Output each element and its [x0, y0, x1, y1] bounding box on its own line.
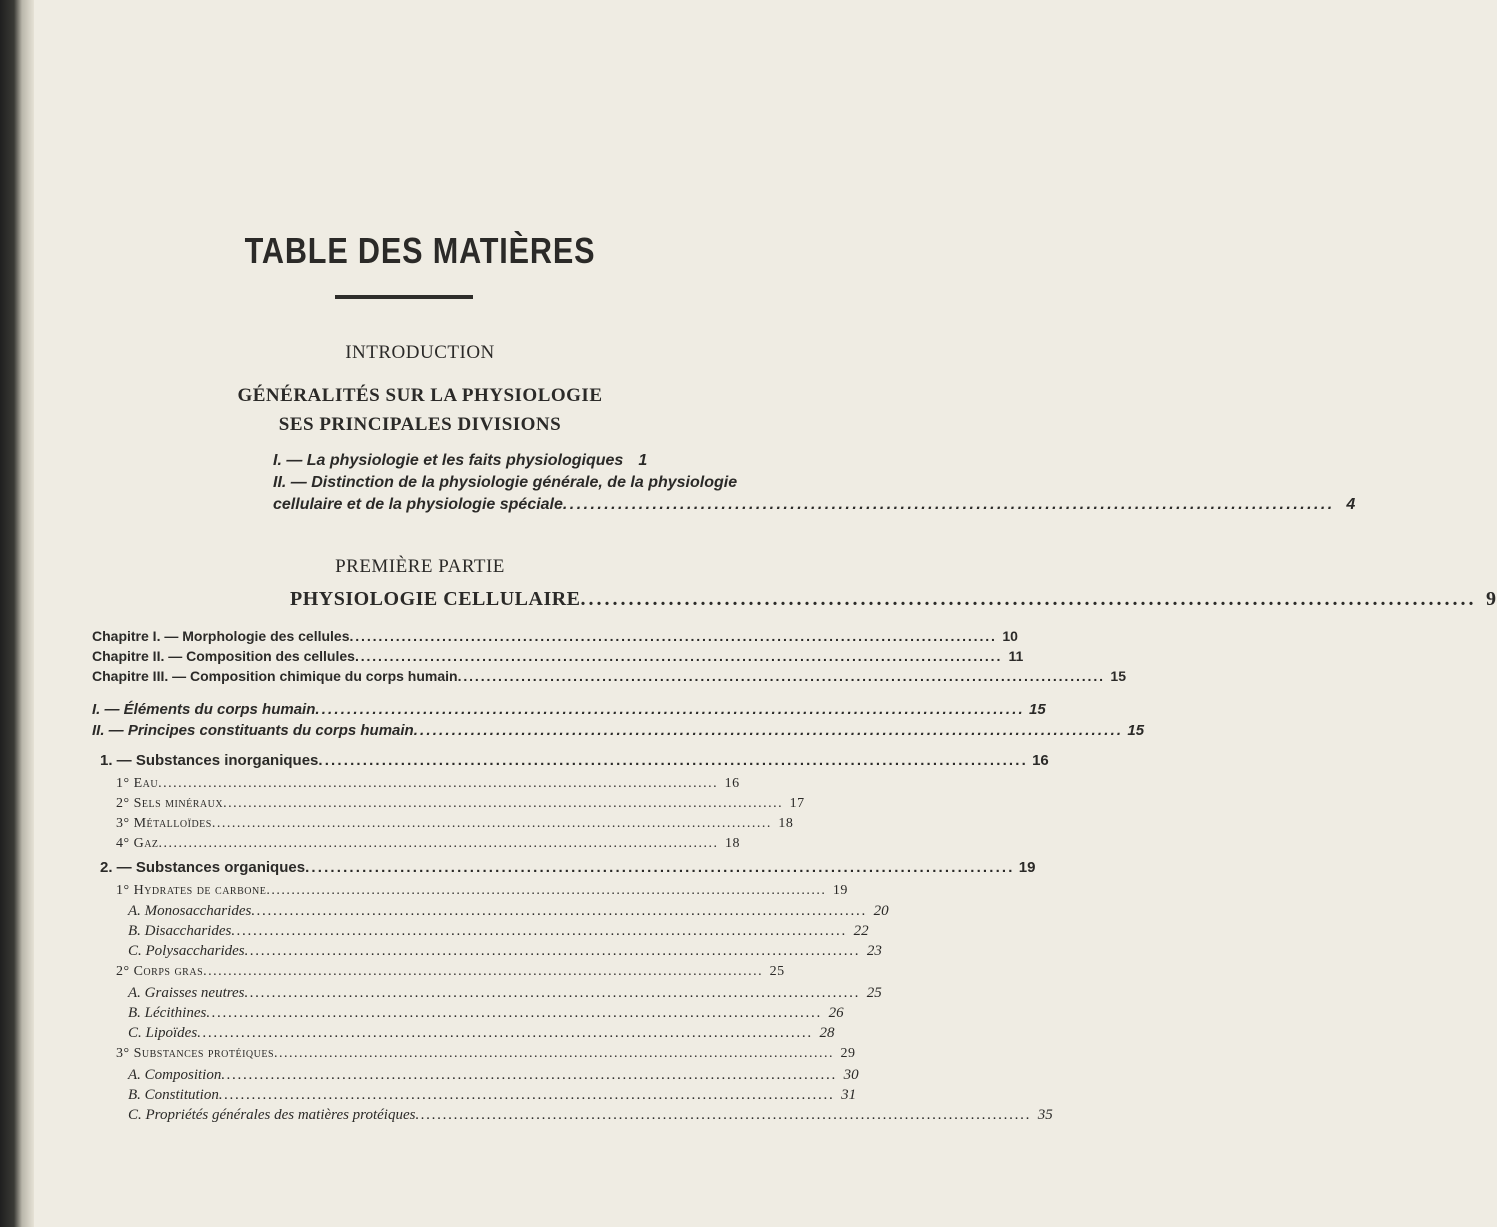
chapter-entry: [92, 668, 1126, 684]
item-label: A. Monosaccharides: [128, 903, 252, 919]
item-page: 29: [840, 1046, 856, 1061]
chapter-label: Chapitre I. — Morphologie des cellules: [92, 628, 350, 644]
part-title-row: [290, 588, 1497, 611]
toc-item: [116, 796, 805, 812]
item-page: 23: [866, 943, 882, 959]
item-page: 19: [1018, 859, 1036, 876]
item-page: 28: [819, 1025, 835, 1041]
page: [40, 0, 1497, 1227]
item-label: C. Lipoïdes: [128, 1025, 198, 1041]
toc-entry-label: I. — La physiologie et les faits physiologiques: [273, 452, 624, 469]
item-label: C. Polysaccharides: [128, 943, 245, 959]
chapter-label: Chapitre III. — Composition chimique du corps humain: [92, 668, 458, 684]
item-label: 3° Substances protéiques: [116, 1046, 275, 1061]
book-spine-shadow: [0, 0, 34, 1227]
item-label: B. Constitution: [128, 1087, 219, 1103]
chapter-entry: [92, 628, 1018, 644]
item-page: 35: [1037, 1107, 1053, 1123]
toc-entry-label: cellulaire et de la physiologie spéciale: [273, 496, 563, 513]
item-label: A. Composition: [128, 1067, 222, 1083]
section-heading-line2: SES PRINCIPALES DIVISIONS: [278, 414, 562, 435]
toc-item: [116, 883, 848, 899]
toc-entry-page: 1: [638, 452, 648, 469]
introduction-heading: INTRODUCTION: [345, 342, 495, 363]
toc-item: [116, 816, 794, 832]
toc-item: [128, 1087, 857, 1104]
chapter-entry: [92, 648, 1024, 664]
item-label: 1. — Substances inorganiques: [100, 752, 319, 769]
item-page: 16: [1032, 752, 1049, 769]
toc-item: [116, 776, 740, 792]
toc-item: [116, 964, 785, 980]
item-page: 30: [843, 1067, 859, 1083]
item-page: 25: [769, 964, 785, 979]
item-label: C. Propriétés générales des matières protéiques: [128, 1107, 416, 1123]
toc-entry: [273, 452, 648, 470]
item-label: 3° Métalloïdes: [116, 816, 212, 831]
chapter-page: 11: [1008, 648, 1024, 664]
part-heading: PREMIÈRE PARTIE: [335, 556, 505, 577]
toc-item: [128, 923, 869, 940]
item-page: 18: [725, 836, 741, 851]
item-page: 20: [873, 903, 889, 919]
toc-entry: [273, 496, 1356, 514]
item-page: 16: [724, 776, 740, 791]
toc-entry-page: 4: [1346, 496, 1356, 513]
item-label: 1° Eau: [116, 776, 159, 791]
item-page: 31: [841, 1087, 857, 1103]
item-label: B. Disaccharides: [128, 923, 232, 939]
part-title: PHYSIOLOGIE CELLULAIRE: [290, 588, 581, 610]
item-label: B. Lécithines: [128, 1005, 207, 1021]
item-label: A. Graisses neutres: [128, 985, 245, 1001]
chapter-page: 10: [1002, 628, 1018, 644]
chapter-page: 15: [1110, 668, 1126, 684]
toc-item: [116, 836, 741, 852]
item-label: 1° Hydrates de carbone: [116, 883, 267, 898]
item-label: 4° Gaz: [116, 836, 159, 851]
toc-item: [116, 1046, 856, 1062]
title-rule: [335, 295, 473, 299]
subsection-label: I. — Éléments du corps humain: [92, 701, 316, 718]
item-page: 26: [828, 1005, 844, 1021]
subsection-entry: [92, 701, 1046, 718]
item-page: 17: [789, 796, 805, 811]
toc-entry-label: II. — Distinction de la physiologie générale, de la physiologie: [273, 474, 738, 491]
item-label: 2° Sels minéraux: [116, 796, 224, 811]
toc-item: [128, 1025, 835, 1042]
item-page: 22: [853, 923, 869, 939]
toc-item: [128, 1005, 844, 1022]
item-page: 19: [832, 883, 848, 898]
chapter-label: Chapitre II. — Composition des cellules: [92, 648, 355, 664]
toc-item: [128, 1107, 1053, 1124]
toc-item: [128, 903, 889, 920]
subsection-label: II. — Principes constituants du corps humain: [92, 722, 414, 739]
item-label: 2° Corps gras: [116, 964, 204, 979]
toc-item: [100, 859, 1036, 876]
subsection-page: 15: [1029, 701, 1046, 718]
page-title: TABLE DES MATIÈRES: [244, 230, 596, 271]
item-page: 25: [866, 985, 882, 1001]
toc-item: [100, 752, 1049, 769]
subsection-page: 15: [1127, 722, 1145, 739]
item-page: 18: [778, 816, 794, 831]
toc-item: [128, 985, 882, 1002]
toc-item: [128, 1067, 859, 1084]
item-label: 2. — Substances organiques: [100, 859, 306, 876]
toc-item: [128, 943, 882, 960]
subsection-entry: [92, 722, 1145, 739]
part-title-page: 9: [1486, 588, 1497, 610]
section-heading-line1: GÉNÉRALITÉS SUR LA PHYSIOLOGIE: [237, 385, 603, 406]
toc-entry: [273, 474, 853, 492]
